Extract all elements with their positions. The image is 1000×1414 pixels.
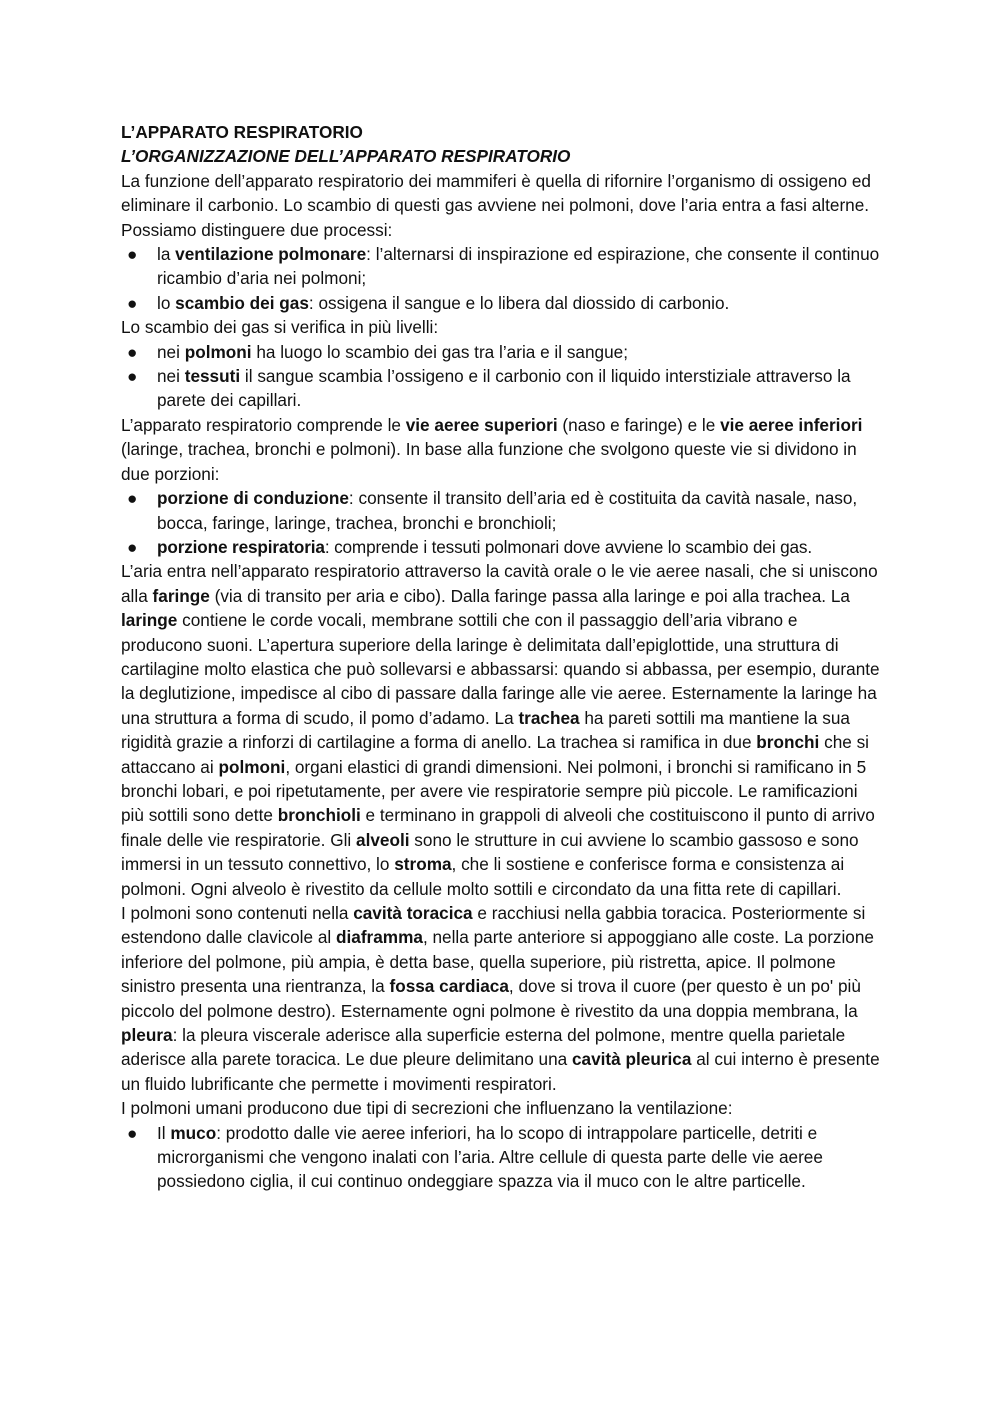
bullet-icon: ●	[127, 292, 138, 313]
paragraph-lungs: I polmoni sono contenuti nella cavità toracica e racchiusi nella gabbia toracica. Posteriormente si estendono dalle clavicole al diaframma, nella parte anteriore si appoggiano alle coste. La porzione inferiore del polmone, più ampia, è detta base, quella superiore, più ristretta, apice. Il polmone sinistro presenta una rientranza, la fossa cardiaca, dove si trova il cuore (per questo è un po' più piccolo del polmone destro). Esternamente ogni polmone è rivestito da una doppia membrana, la pleura: la pleura viscerale aderisce alla superficie esterna del polmone, mentre quella parietale aderisce alla parete toracica. Le due pleure delimitano una cavità pleurica al cui interno è presente un fluido lubrificante che permette i movimenti respiratori.	[121, 903, 880, 1094]
list-secretions	[121, 1121, 881, 1194]
paragraph-levels: Lo scambio dei gas si verifica in più livelli:	[121, 317, 439, 338]
bullet-icon: ●	[127, 1122, 138, 1143]
bullet-icon: ●	[127, 536, 138, 557]
list-item: ● nei tessuti il sangue scambia l’ossigeno e il carbonio con il liquido interstiziale attraverso la parete dei capillari.	[127, 366, 851, 411]
section-subtitle: L’ORGANIZZAZIONE DELL’APPARATO RESPIRATORIO	[121, 146, 571, 167]
bullet-icon: ●	[127, 366, 138, 387]
list-item: ● la ventilazione polmonare: l’alternarsi di inspirazione ed espirazione, che consente il continuo ricambio d’aria nei polmoni;	[127, 244, 880, 289]
bullet-icon: ●	[127, 488, 138, 509]
bullet-icon: ●	[127, 244, 138, 265]
list-levels	[121, 340, 881, 413]
list-item: ● porzione respiratoria: comprende i tessuti polmonari dove avviene lo scambio dei gas.	[121, 535, 881, 559]
paragraph-intro: La funzione dell’apparato respiratorio dei mammiferi è quella di rifornire l’organismo di ossigeno ed eliminare il carbonio. Lo scambio di questi gas avviene nei polmoni, dove l’aria entra a fasi alterne. Possiamo distinguere due processi:	[121, 170, 871, 240]
list-processes	[121, 242, 881, 315]
list-item: ● lo scambio dei gas: ossigena il sangue e lo libera dal diossido di carbonio.	[121, 291, 881, 315]
list-item: ● Il muco: prodotto dalle vie aeree inferiori, ha lo scopo di intrappolare particelle, detriti e microrganismi che vengono inalati con l’aria. Altre cellule di questa parte delle vie aeree possiedono ciglia, il cui continuo ondeggiare spazza via il muco con le altre particelle.	[127, 1122, 823, 1192]
bullet-icon: ●	[127, 341, 138, 362]
paragraph-air-path: L’aria entra nell’apparato respiratorio attraverso la cavità orale o le vie aeree nasali, che si uniscono alla faringe (via di transito per aria e cibo). Dalla faringe passa alla laringe e poi alla trachea. La laringe contiene le corde vocali, membrane sottili che con il passaggio dell’aria vibrano e producono suoni. L’apertura superiore della laringe è delimitata dall’epiglottide, una struttura di cartilagine molto elastica che può sollevarsi e abbassarsi: quando si abbassa, per esempio, durante la deglutizione, impedisce al cibo di passare dalla faringe alle vie aeree. Esternamente la laringe ha una struttura a forma di scudo, il pomo d’adamo. La trachea ha pareti sottili ma mantiene la sua rigidità grazie a rinforzi di cartilagine a forma di anello. La trachea si ramifica in due bronchi che si attaccano ai polmoni, organi elastici di grandi dimensioni. Nei polmoni, i bronchi si ramificano in 5 bronchi lobari, e poi ripetutamente, per avere vie respiratorie sempre più piccole. Le ramificazioni più sottili sono dette bronchioli e terminano in grappoli di alveoli che costituiscono il punto di arrivo finale delle vie respiratorie. Gli alveoli sono le strutture in cui avviene lo scambio gassoso e sono immersi in un tessuto connettivo, lo stroma, che li sostiene e conferisce forma e consistenza ai polmoni. Ogni alveolo è rivestito da cellule molto sottili e circondato da una fitta rete di capillari.	[121, 561, 880, 899]
list-portions	[121, 486, 881, 559]
list-item: ● nei polmoni ha luogo lo scambio dei gas tra l’aria e il sangue;	[121, 340, 881, 364]
document-title: L’APPARATO RESPIRATORIO	[121, 122, 363, 142]
paragraph-secretions: I polmoni umani producono due tipi di secrezioni che influenzano la ventilazione:	[121, 1098, 733, 1119]
list-item: ● porzione di conduzione: consente il transito dell’aria ed è costituita da cavità nasale, naso, bocca, faringe, laringe, trachea, bronchi e bronchioli;	[127, 488, 858, 533]
paragraph-airways: L’apparato respiratorio comprende le vie aeree superiori (naso e faringe) e le vie aeree inferiori (laringe, trachea, bronchi e polmoni). In base alla funzione che svolgono queste vie si dividono in due porzioni:	[121, 414, 863, 484]
document-page	[121, 120, 881, 1194]
